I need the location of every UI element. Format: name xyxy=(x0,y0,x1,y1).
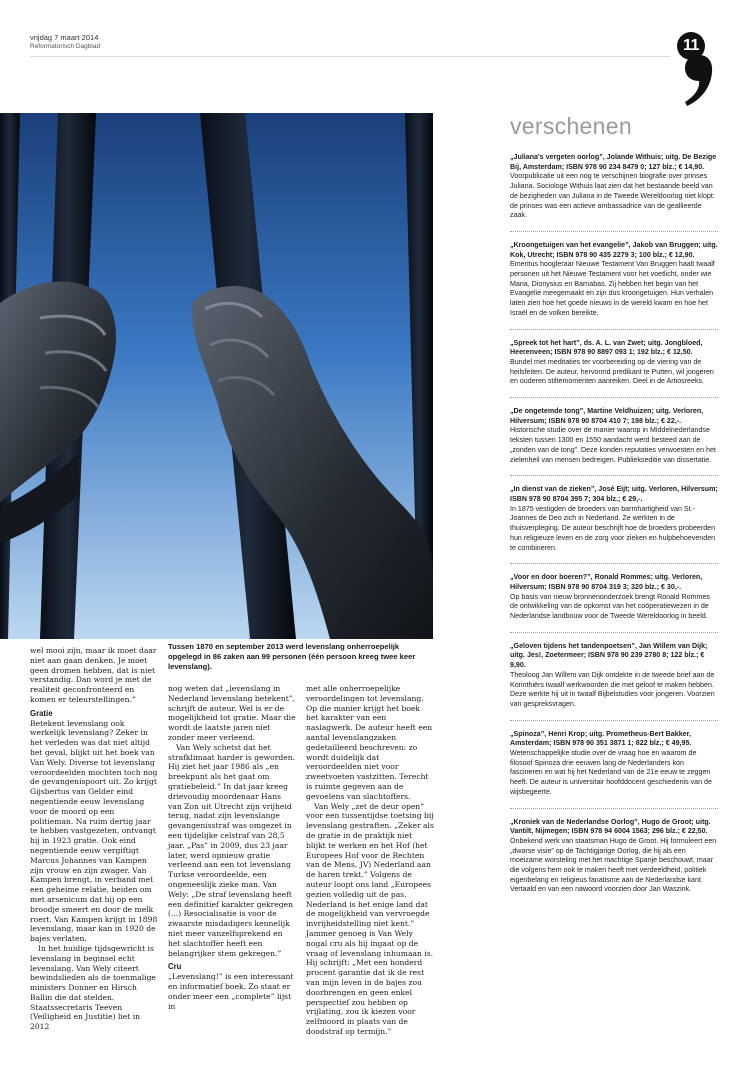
header-rule xyxy=(30,56,670,57)
book-entry-body: Onbekend werk van staatsman Hugo de Groot. Hij formuleert een „dwarse visie” op de Tachtigjarige Oorlog, die hij als een moeizame worsteling met het machtige Spanje beschouwt, maar die volgens hem ook te maken heeft met verdeeldheid, politiek eigenbelang en religieus fanatisme aan de Nederlandse kant. Vertaald en van een nawoord voorzien door Jan Waszink. xyxy=(510,836,717,894)
book-entry-head: „Kroongetuigen van het evangelie”, Jakob van Bruggen; uitg. Kok, Utrecht; ISBN 978 90 435 2279 3; 100 blz.; € 12,90. xyxy=(510,240,718,259)
entry-divider xyxy=(510,808,718,809)
book-entry-body: In 1875 vestigden de broeders van barmhartigheid van St.-Joannes de Deo zich in Nederland. Ze werkten in de thuisverpleging. De auteur beschrijft hoe de broeders probeerden hun religieuze leven en de zorg voor zieken en hulpbehoevenden te combineren. xyxy=(510,504,716,552)
book-entry xyxy=(510,485,718,553)
article-subheading: Gratie xyxy=(30,708,53,718)
book-entry-head: „Juliana's vergeten oorlog”, Jolande Withuis; uitg. De Bezige Bij, Amsterdam; ISBN 978 90 234 8479 0; 127 blz.; € 14,90. xyxy=(510,153,717,171)
book-entry xyxy=(510,730,718,798)
article-paragraph: Van Wely schetst dat het strafklimaat harder is geworden. Hij ziet het jaar 1986 als „en breekpunt als het gaat om gratiebeleid.” In dat jaar kreeg drievoudig moordenaar Hans van Zon uit Utrecht zijn vrijheid terug, nadat zijn levenslange gevangenisstraf was omgezet in een tijdelijke celstraf van 28,5 jaar. „Pas” in 2009, dus 23 jaar later, werd opnieuw gratie verleend aan een tot levenslang Turkse veroordeelde, een ongeneeslijk zieke man. Van Wely: „De straf levenslang heeft een definitief karakter gekregen (...) Resocialisatie is voor de zwaarste misdadigers kennelijk niet meer vanzelfsprekend en het slachtoffer heeft een belangrijker stem gekregen.” xyxy=(168,742,295,958)
book-entry xyxy=(510,818,718,896)
entry-divider xyxy=(510,329,718,330)
entry-divider xyxy=(510,563,718,564)
book-entry-head: „Geloven tijdens het tandenpoetsen”, Jan Willem van Dijk; uitg. Jes!, Zoetermeer; ISBN 978 90 239 2780 8; 122 blz.; € 9,90. xyxy=(510,641,708,670)
book-entry-body: Theoloog Jan Willem van Dijk ontdekte in de tweede brief aan de Korinthiërs twaalf werkwoorden die met geloof te maken hebben. Deze werkte hij uit in twaalf Bijbelstudies voor jongeren. Voorzien van gespreksvragen. xyxy=(510,670,715,708)
article-paragraph: Van Wely „zet de deur open” voor een tussentijdse toetsing bij levenslang gestraften. „Zeker als de gratie in de praktijk niet blijkt te werken en het Hof (het Europees Hof voor de Rechten van de Mens, JV) Nederland aan de haren trekt.” Volgens de auteur loopt ons land „Europees gezien volledig uit de pas. Nederland is het enige land dat de mogelijkheid van vervroegde invrijheidstelling niet kent.” Jammer genoeg is Van Wely nogal cru als hij ingaat op de vraag of levenslang inhumaan is. Hij schrijft: „Met een honderd procent garantie dat ik de rest van mijn leven in de bajes zou doorbrengen en geen enkel perspectief zou hebben op vrijlating, zou ik kiezen voor zelfmoord in plaats van de doodstraf op termijn.” xyxy=(306,801,434,1036)
entry-divider xyxy=(510,397,718,398)
section-title: verschenen xyxy=(510,113,632,139)
article-column-2 xyxy=(168,684,296,1011)
article-paragraph: In het huidige tijdsgewricht is levenslang in beginsel echt levenslang. Van Wely citeert bewindslieden als de toenmalige ministers Donner en Hirsch Ballin die dat stelden. Staatssecretaris Teeven (Veiligheid en Justitie) liet in 2012 xyxy=(30,943,156,1032)
page-number: 11 xyxy=(677,32,705,60)
book-entry-head: „De ongetemde tong”, Martine Veldhuizen; uitg. Verloren, Hilversum; ISBN 978 90 8704 410 7; 198 blz.; € 22,-. xyxy=(510,407,704,425)
book-entry xyxy=(510,573,718,622)
book-entry xyxy=(510,153,718,221)
book-entry-head: „Spreek tot het hart”, ds. A. L. van Zwet; uitg. Jongbloed, Heerenveen; ISBN 978 90 8897 093 1; 192 blz.; € 12,50. xyxy=(510,338,703,357)
hands-on-bars-icon xyxy=(0,113,433,639)
article-column-1 xyxy=(30,646,158,1032)
book-entry-body: Historische studie over de manier waarop in Middelnederlandse teksten tussen 1300 en 1550 aandacht werd besteed aan de „zonden van de tong”. Deze konden reputaties verwoesten en het zielenheil van mensen bedreigen. Publiekseditie van dissertatie. xyxy=(510,426,716,464)
book-entry-head: „Voor en door boeren?”, Ronald Rommes; uitg. Verloren, Hilversum; ISBN 978 90 8704 319 3; 320 blz.; € 30,-. xyxy=(510,573,703,591)
article-paragraph: nog weten dat „levenslang in Nederland levenslang betekent”, schrijft de auteur. Wel is er de mogelijkheid tot gratie. Maar die wordt de laatste jaren niet zonder meer verleend. xyxy=(168,684,296,742)
book-list xyxy=(510,153,718,895)
book-entry-head: „Spinoza”, Henri Krop; uitg. Prometheus-Bert Bakker, Amsterdam; ISBN 978 90 351 3871 1; 822 blz.; € 49,95. xyxy=(510,729,692,748)
book-entry xyxy=(510,241,718,319)
prison-bars-photo xyxy=(0,113,433,639)
comma-logo-icon xyxy=(683,55,713,107)
book-entry-body: Emeritus hoogleraar Nieuwe Testament Van Bruggen haalt twaalf personen uit het Nieuwe Testament voor het voetlicht, onder wie Maria, Dionysius en Barnabas. Zij hebben het begin van het Evangelie meegemaakt en zijn dus kroongetuigen. Hun verhalen laten zien hoe het goede nieuws in de wereld kwam en hoe het Israël en de volken bereikte. xyxy=(510,260,715,317)
article-paragraph: wel mooi zijn, maar ik moet daar niet aan gaan denken. Je moet geen dromen hebben, dat is niet verstandig. Dan word je met de realiteit geconfronteerd en komen er teleurstellingen.” xyxy=(30,646,157,704)
article-column-3 xyxy=(306,684,434,1037)
book-entry xyxy=(510,339,718,388)
book-entry-head: „Kroniek van de Nederlandse Oorlog”, Hugo de Groot; uitg. Vantilt, Nijmegen; ISBN 978 94 6004 1563; 296 blz.; € 22,50. xyxy=(510,817,711,836)
pull-quote: Tussen 1870 en september 2013 werd levenslang onherroepelijk opgelegd in 86 zaken aan 99 personen (één persoon kreeg twee keer levenslang). xyxy=(168,642,416,671)
article-paragraph: Betekent levenslang ook werkelijk levenslang? Zeker in het verleden was dat niet altijd het geval, blijkt uit het boek van Van Wely. Diverse tot levenslang veroordeelden mochten toch nog de gevangenispoort uit. Zo krijgt Gijsbertus van Gelder eind negentiende eeuw levenslang voor de moord op een politieman. Na ruim dertig jaar te hebben vastgezeten, ontvangt hij in 1923 gratie. Ook eind negentiende eeuw vergiftigt Marcus Johannes van Kampen zijn vrouw en zijn zwager. Van Kampen brengt, in verband met een geheime relatie, beiden om met arsenicum dat hij op een broodje smeert en door de melk roert. Van Kampen krijgt in 1898 levenslang, maar kan in 1920 de bajes verlaten. xyxy=(30,718,158,944)
book-entry-body: Wetenschappelijke studie over de vraag hoe en waarom de filosoof Spinoza drie eeuwen lang de Nederlanders kon fascineren en wat hij het Nederland van de 21e eeuw te zeggen heeft. De auteur is universitair hoofddocent geschiedenis van de wijsbegeerte. xyxy=(510,749,712,796)
book-entry xyxy=(510,642,718,710)
newspaper-name: Reformatorisch Dagblad xyxy=(30,43,101,50)
article-paragraph: met alle onherroepelijke veroordelingen tot levenslang. Op die manier krijgt het boek het karakter van een naslagwerk. De auteur heeft een aantal levenslangzaken gedetailleerd beschreven: zo wordt duidelijk dat veroordeelden niet voor zweetvoeten vastzitten. Terecht is ruimte gegeven aan de gevoelens van slachtoffers. xyxy=(306,684,433,801)
book-entry-body: Voorpublicatie uit een nog te verschijnen biografie over prinses Juliana. Sociologe Withuis laat zien dat het bestaande beeld van de bezigheden van Juliana in de Tweede Wereldoorlog niet klopt: de prinses was een actieve ambassadrice van de geallieerde zaak. xyxy=(510,172,715,220)
book-entry xyxy=(510,407,718,465)
book-entry-body: Op basis van nieuw bronnenonderzoek brengt Ronald Rommes de ontwikkeling van de opkomst van het coöperatiewezen in de Nederlandse landbouw voor de Tweede Wereldoorlog in beeld. xyxy=(510,592,710,621)
book-entry-body: Bundel met meditaties ter voorbereiding op de viering van de heilsfeiten. De auteur, hervormd predikant te Putten, wil jongeren en ouderen stiltemomenten aanreiken. Deel in de Artiosreeks. xyxy=(510,357,714,386)
issue-date: vrijdag 7 maart 2014 xyxy=(30,33,99,42)
entry-divider xyxy=(510,720,718,721)
entry-divider xyxy=(510,231,718,232)
book-entry-head: „In dienst van de zieken”, José Eijt; uitg. Verloren, Hilversum; ISBN 978 90 8704 395 7; 304 blz.; € 29,-. xyxy=(510,485,718,503)
entry-divider xyxy=(510,475,718,476)
entry-divider xyxy=(510,632,718,633)
article-paragraph: „Levenslang!” is een interessant en informatief boek. Zo staat er onder meer een „complete” lijst in xyxy=(168,972,294,1011)
article-subheading: Cru xyxy=(168,962,182,972)
